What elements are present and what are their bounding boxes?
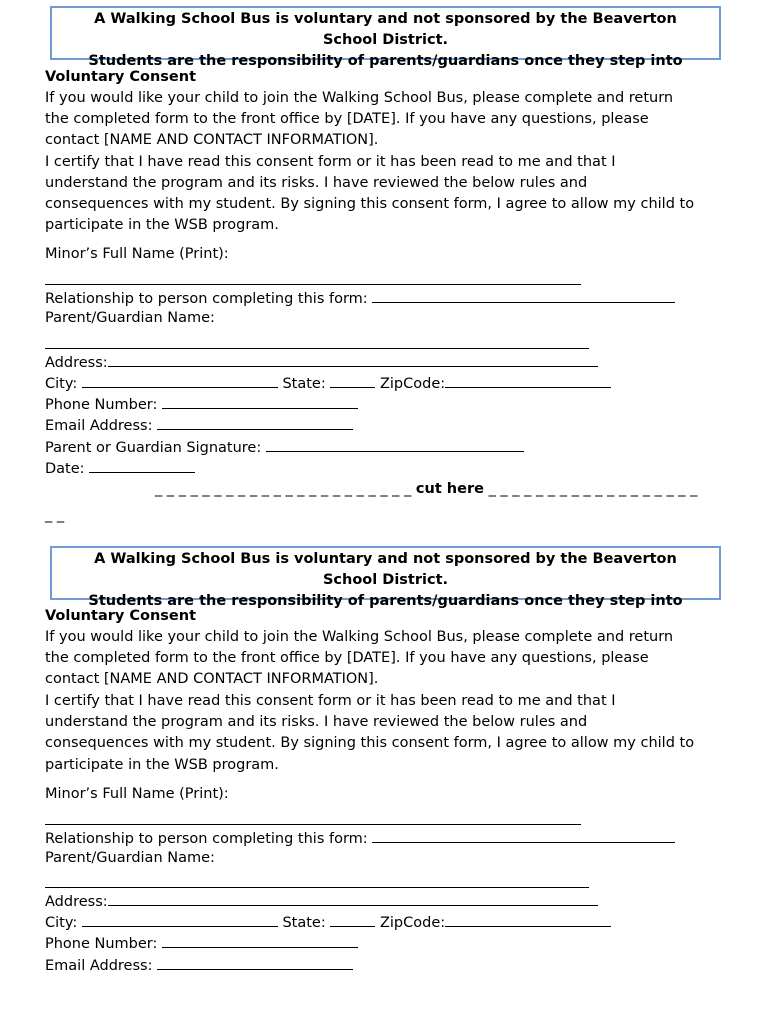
signature-label: Parent or Guardian Signature: [45, 440, 262, 456]
certify-line-4: participate in the WSB program. [45, 217, 279, 233]
email-row [45, 954, 353, 977]
zip-label: ZipCode: [379, 915, 446, 931]
email-row [45, 414, 353, 437]
phone-label: Phone Number: [45, 397, 158, 413]
phone-label: Phone Number: [45, 936, 158, 952]
phone-field[interactable] [162, 393, 358, 409]
banner-line-3: Students are the responsibility of parents/guardians once they step into [88, 53, 683, 69]
address-field[interactable] [108, 890, 598, 906]
certify-line-3: consequences with my student. By signing this consent form, I agree to allow my child to [45, 735, 695, 751]
minor-name-label: Minor’s Full Name (Print): [45, 246, 229, 262]
relationship-field[interactable] [372, 287, 675, 303]
notice-banner [50, 6, 721, 69]
certify-line-1: I certify that I have read this consent form or it has been read to me and that I [45, 154, 616, 170]
cut-line [155, 479, 697, 500]
address-row [45, 890, 598, 913]
email-field[interactable] [157, 954, 353, 970]
relationship-label: Relationship to person completing this form: [45, 291, 368, 307]
date-label: Date: [45, 461, 85, 477]
minor-name-field[interactable] [45, 284, 581, 285]
intro-line-2: the completed form to the front office by [DATE]. If you have any questions, please [45, 111, 649, 127]
form-heading: Voluntary Consent [45, 69, 197, 85]
minor-name-label: Minor’s Full Name (Print): [45, 786, 229, 802]
zip-field[interactable] [445, 372, 611, 388]
state-label: State: [282, 915, 326, 931]
certify-line-3: consequences with my student. By signing this consent form, I agree to allow my child to [45, 196, 695, 212]
intro-line-1: If you would like your child to join the Walking School Bus, please complete and return [45, 629, 674, 645]
signature-row [45, 436, 524, 459]
cut-here-label: cut here [415, 481, 484, 497]
intro-line-2: the completed form to the front office by [DATE]. If you have any questions, please [45, 650, 649, 666]
address-row [45, 351, 598, 374]
parent-name-label: Parent/Guardian Name: [45, 310, 215, 326]
zip-label: ZipCode: [379, 376, 446, 392]
banner-line-1: A Walking School Bus is voluntary and not sponsored by the Beaverton [94, 11, 677, 27]
relationship-label: Relationship to person completing this form: [45, 831, 368, 847]
city-field[interactable] [82, 911, 278, 927]
date-row [45, 457, 195, 480]
email-label: Email Address: [45, 418, 153, 434]
certify-line-1: I certify that I have read this consent form or it has been read to me and that I [45, 693, 616, 709]
city-label: City: [45, 915, 78, 931]
state-field[interactable] [330, 911, 375, 927]
intro-line-3: contact [NAME AND CONTACT INFORMATION]. [45, 132, 379, 148]
certify-line-2: understand the program and its risks. I have reviewed the below rules and [45, 714, 588, 730]
notice-banner-copy [50, 546, 721, 609]
form-heading: Voluntary Consent [45, 608, 197, 624]
relationship-field[interactable] [372, 827, 675, 843]
phone-field[interactable] [162, 932, 358, 948]
cut-dashes-left: _ _ _ _ _ _ _ _ _ _ _ _ _ _ _ _ _ _ _ _ _ _ [155, 481, 412, 497]
phone-row [45, 932, 358, 955]
city-label: City: [45, 376, 78, 392]
email-label: Email Address: [45, 958, 153, 974]
state-field[interactable] [330, 372, 375, 388]
cut-dashes-right: _ _ _ _ _ _ _ _ _ _ _ _ _ _ _ _ _ _ [488, 481, 698, 497]
intro-line-1: If you would like your child to join the Walking School Bus, please complete and return [45, 90, 674, 106]
banner-line-2: School District. [322, 32, 449, 48]
address-label: Address: [45, 894, 108, 910]
cut-dashes-wrap: _ _ [45, 507, 65, 523]
email-field[interactable] [157, 414, 353, 430]
parent-name-field[interactable] [45, 887, 589, 888]
parent-name-field[interactable] [45, 348, 589, 349]
address-label: Address: [45, 355, 108, 371]
city-field[interactable] [82, 372, 278, 388]
banner-line-2: School District. [322, 572, 449, 588]
minor-name-field[interactable] [45, 824, 581, 825]
relationship-row [45, 287, 675, 310]
banner-line-1: A Walking School Bus is voluntary and not sponsored by the Beaverton [94, 551, 677, 567]
city-state-zip-row [45, 372, 611, 395]
relationship-row [45, 827, 675, 850]
phone-row [45, 393, 358, 416]
certify-line-2: understand the program and its risks. I have reviewed the below rules and [45, 175, 588, 191]
address-field[interactable] [108, 351, 598, 367]
intro-line-3: contact [NAME AND CONTACT INFORMATION]. [45, 671, 379, 687]
date-field[interactable] [89, 457, 195, 473]
state-label: State: [282, 376, 326, 392]
certify-line-4: participate in the WSB program. [45, 757, 279, 773]
parent-name-label: Parent/Guardian Name: [45, 850, 215, 866]
banner-line-3: Students are the responsibility of parents/guardians once they step into [88, 593, 683, 609]
zip-field[interactable] [445, 911, 611, 927]
city-state-zip-row [45, 911, 611, 934]
signature-field[interactable] [266, 436, 524, 452]
